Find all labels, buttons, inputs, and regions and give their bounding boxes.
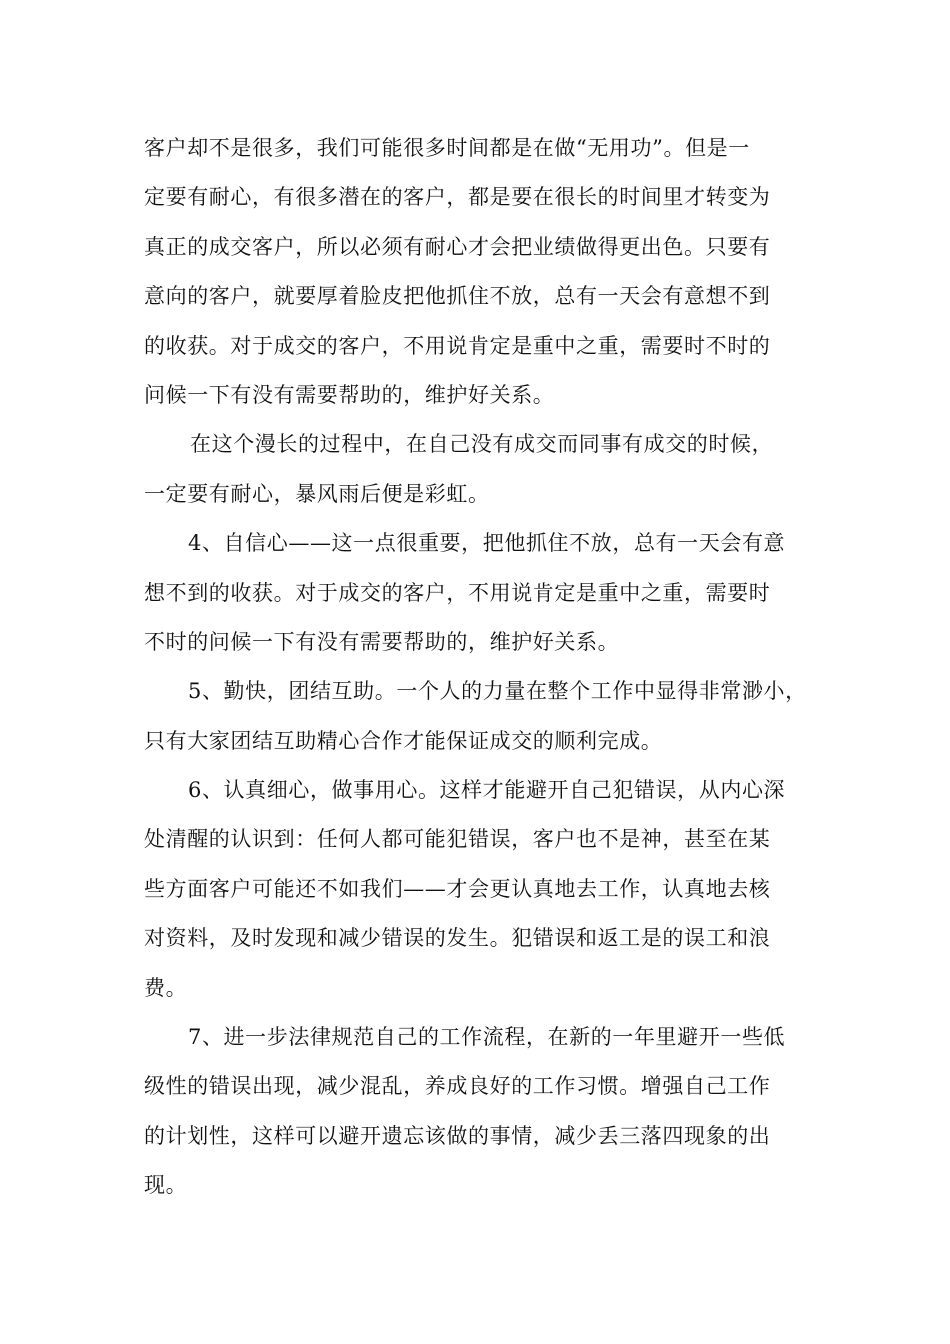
text-line: 费。 [144, 975, 188, 1000]
text-line: 客户却不是很多，我们可能很多时间都是在做“无用功”。但是一 [144, 136, 750, 160]
paragraph-first-line: 在这个漫长的过程中，在自己没有成交而同事有成交的时候， [190, 432, 774, 457]
text-line: 级性的错误出现，减少混乱，养成良好的工作习惯。增强自己工作 [144, 1074, 771, 1099]
text-line: 只有大家团结互助精心合作才能保证成交的顺利完成。 [144, 728, 663, 753]
paragraph-first-line: 6、认真细心，做事用心。这样才能避开自己犯错误，从内心深 [188, 778, 786, 803]
paragraph-first-line: 4、自信心——这一点很重要，把他抓住不放，总有一天会有意 [188, 531, 786, 556]
text-line: 些方面客户可能还不如我们——才会更认真地去工作，认真地去核 [144, 876, 771, 901]
text-line: 的收获。对于成交的客户，不用说肯定是重中之重，需要时不时的 [144, 333, 771, 358]
text-line: 意向的客户，就要厚着脸皮把他抓住不放，总有一天会有意想不到 [144, 284, 771, 309]
text-line: 问候一下有没有需要帮助的，维护好关系。 [144, 382, 555, 407]
text-line: 对资料，及时发现和减少错误的发生。犯错误和返工是的误工和浪 [144, 926, 771, 951]
text-line: 真正的成交客户，所以必须有耐心才会把业绩做得更出色。只要有 [144, 234, 771, 259]
text-line: 定要有耐心，有很多潜在的客户，都是要在很长的时间里才转变为 [144, 185, 771, 210]
paragraph-first-line: 7、进一步法律规范自己的工作流程，在新的一年里避开一些低 [188, 1025, 786, 1050]
text-line: 现。 [144, 1173, 188, 1198]
paragraph-first-line: 5、勤快，团结互助。一个人的力量在整个工作中显得非常渺小， [188, 679, 807, 704]
text-line: 的计划性，这样可以避开遗忘该做的事情，减少丢三落四现象的出 [144, 1123, 771, 1148]
document-body [144, 124, 844, 1211]
text-line: 处清醒的认识到：任何人都可能犯错误，客户也不是神，甚至在某 [144, 827, 771, 852]
text-line: 一定要有耐心，暴风雨后便是彩虹。 [144, 481, 490, 506]
text-line: 想不到的收获。对于成交的客户，不用说肯定是重中之重，需要时 [144, 580, 771, 605]
text-line: 不时的问候一下有没有需要帮助的，维护好关系。 [144, 629, 620, 654]
